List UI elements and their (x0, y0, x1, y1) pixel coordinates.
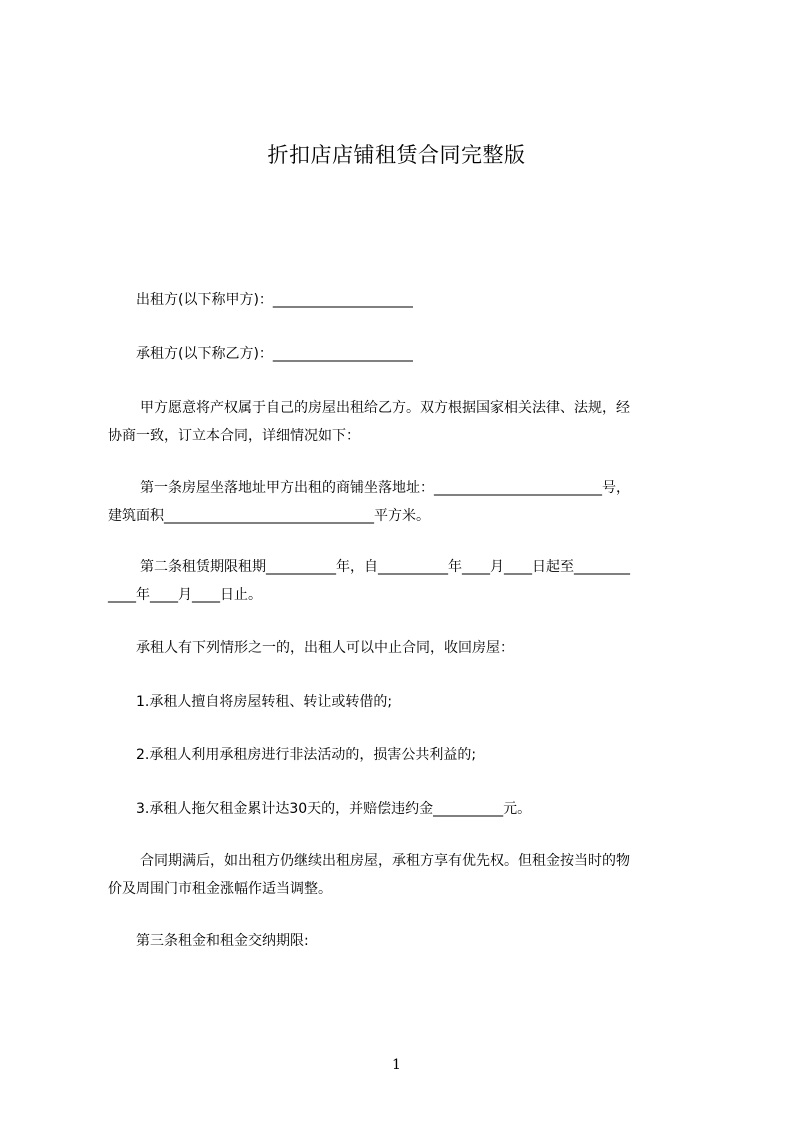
termination-item-3: 3.承租人拖欠租金累计达30天的，并赔偿违约金__________元。 (136, 801, 532, 817)
termination-intro: 承租人有下列情形之一的，出租人可以中止合同，收回房屋： (136, 640, 514, 656)
article-1-line-1: 第一条房屋坐落地址甲方出租的商铺坐落地址：________________________号， (140, 480, 630, 496)
intro-line-1: 甲方愿意将产权属于自己的房屋出租给乙方。双方根据国家相关法律、法规，经 (140, 400, 630, 416)
termination-item-1: 1.承租人擅自将房屋转租、转让或转借的; (136, 694, 393, 710)
renewal-line-1: 合同期满后，如出租方仍继续出租房屋，承租方享有优先权。但租金按当时的物 (140, 853, 630, 869)
lessee-line: 承租方(以下称乙方)：____________________ (136, 346, 413, 362)
lessor-line: 出租方(以下称甲方)：____________________ (136, 292, 413, 308)
renewal-line-2: 价及周围门市租金涨幅作适当调整。 (108, 881, 332, 897)
article-3-heading: 第三条租金和租金交纳期限: (136, 933, 309, 949)
termination-item-2: 2.承租人利用承租房进行非法活动的，损害公共利益的; (136, 747, 477, 763)
article-1-line-2: 建筑面积______________________________平方米。 (108, 508, 430, 524)
intro-paragraph (108, 394, 708, 450)
article-2-line-1: 第二条租赁期限租期__________年，自__________年____月____日起至________ (140, 559, 630, 575)
article-1-paragraph (108, 474, 708, 530)
intro-line-2: 协商一致，订立本合同，详细情况如下： (108, 428, 360, 444)
renewal-paragraph (108, 847, 708, 903)
article-2-paragraph (108, 553, 708, 609)
document-title: 折扣店店铺租赁合同完整版 (267, 143, 526, 167)
article-2-line-2: ____年____月____日止。 (108, 587, 262, 603)
page-number: 1 (392, 1057, 401, 1073)
